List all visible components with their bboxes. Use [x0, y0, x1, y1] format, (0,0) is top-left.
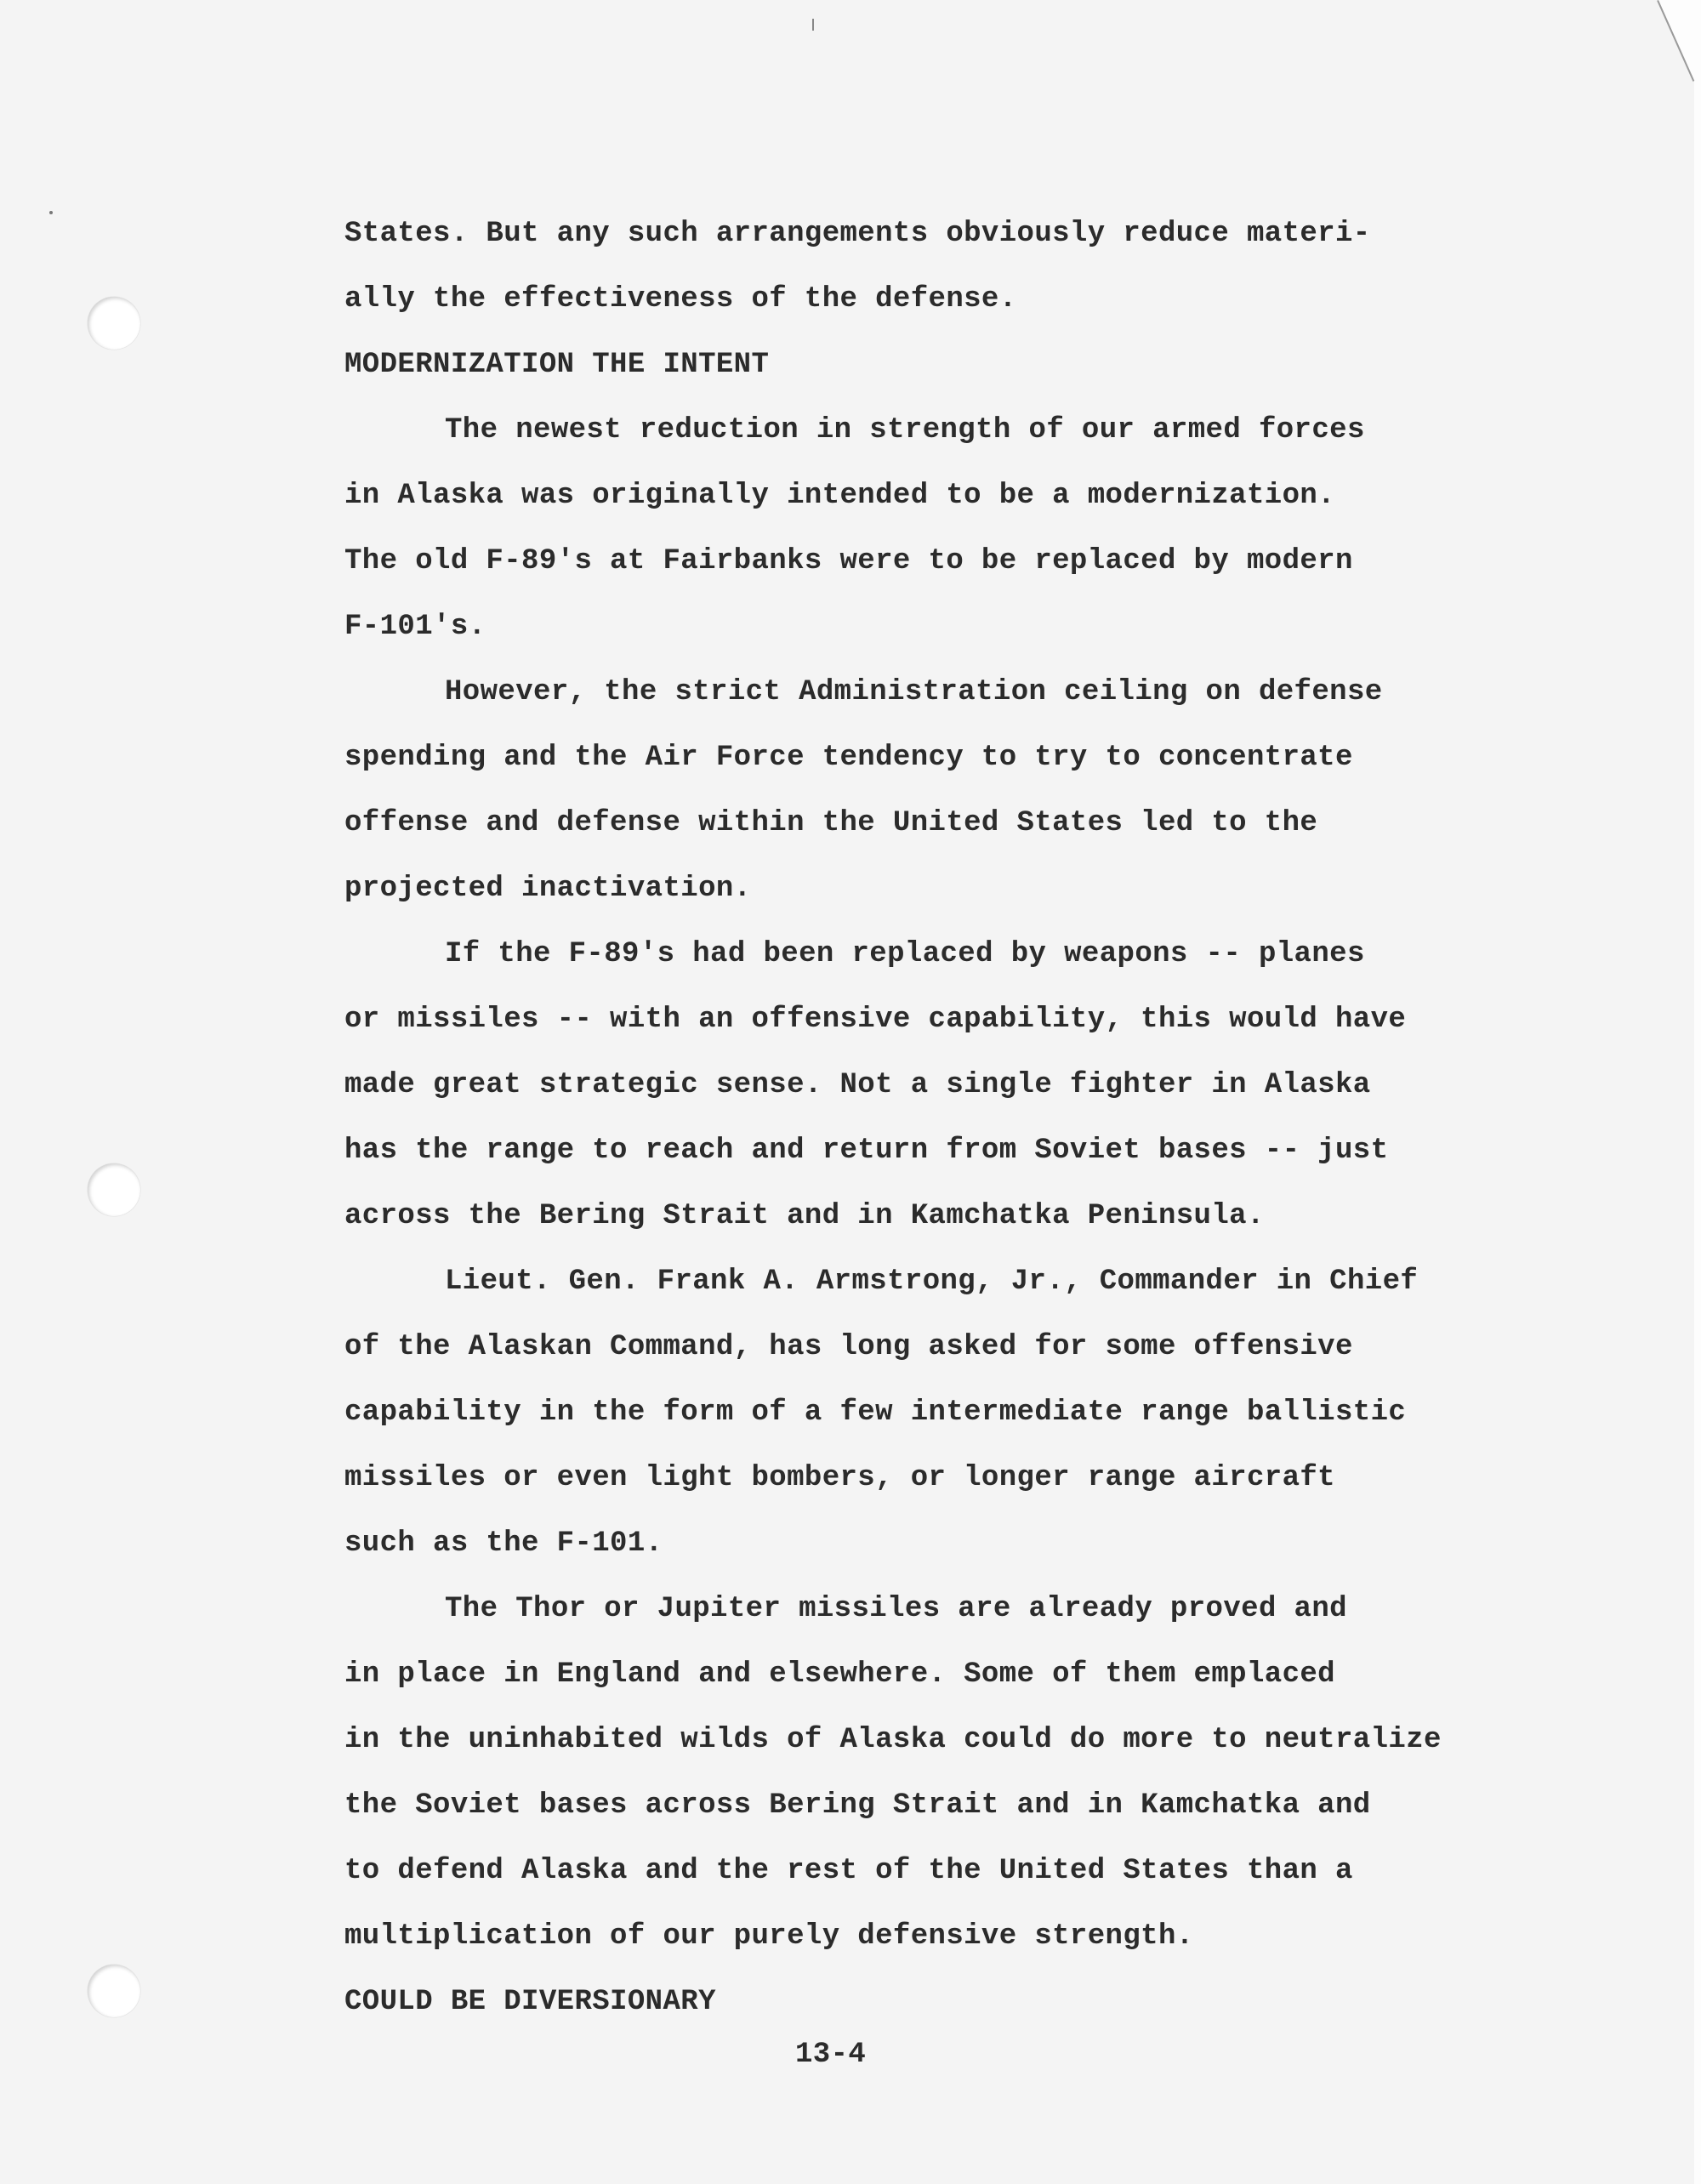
text-line: the Soviet bases across Bering Strait and in Kamchatka and	[344, 1789, 1371, 1822]
text-line: If the F-89's had been replaced by weapons -- planes	[445, 938, 1365, 970]
text-line: The Thor or Jupiter missiles are already proved and	[445, 1593, 1347, 1625]
text-line: across the Bering Strait and in Kamchatka Peninsula.	[344, 1200, 1265, 1232]
text-line: in the uninhabited wilds of Alaska could do more to neutralize	[344, 1724, 1442, 1756]
text-line: The newest reduction in strength of our armed forces	[445, 414, 1365, 446]
top-mark	[812, 19, 814, 31]
text-line: States. But any such arrangements obviously reduce materi-	[344, 218, 1371, 250]
stray-mark	[49, 211, 53, 214]
text-line: projected inactivation.	[344, 873, 752, 905]
text-line: or missiles -- with an offensive capability, this would have	[344, 1004, 1407, 1036]
page-number: 13-4	[795, 2039, 867, 2071]
text-line: spending and the Air Force tendency to try to concentrate	[344, 742, 1353, 774]
text-line: Lieut. Gen. Frank A. Armstrong, Jr., Commander in Chief	[445, 1265, 1419, 1298]
text-line: such as the F-101.	[344, 1527, 663, 1560]
text-line: in place in England and elsewhere. Some of them emplaced	[344, 1658, 1335, 1691]
punch-hole-middle	[88, 1163, 140, 1216]
text-line: ally the effectiveness of the defense.	[344, 283, 1017, 316]
section-heading: COULD BE DIVERSIONARY	[344, 1986, 716, 2018]
text-line: to defend Alaska and the rest of the United States than a	[344, 1855, 1353, 1887]
text-line: The old F-89's at Fairbanks were to be replaced by modern	[344, 545, 1353, 577]
punch-hole-bottom	[88, 1965, 140, 2017]
text-line: missiles or even light bombers, or longer range aircraft	[344, 1462, 1335, 1494]
text-line: has the range to reach and return from Soviet bases -- just	[344, 1135, 1389, 1167]
text-line: in Alaska was originally intended to be a modernization.	[344, 480, 1335, 512]
text-line: capability in the form of a few intermediate range ballistic	[344, 1396, 1407, 1429]
text-line: F-101's.	[344, 611, 486, 643]
text-line: multiplication of our purely defensive strength.	[344, 1920, 1194, 1953]
text-line: made great strategic sense. Not a single fighter in Alaska	[344, 1069, 1371, 1101]
punch-hole-top	[88, 297, 140, 350]
text-line: offense and defense within the United States led to the	[344, 807, 1318, 839]
section-heading: MODERNIZATION THE INTENT	[344, 349, 770, 381]
text-line: However, the strict Administration ceiling on defense	[445, 676, 1383, 708]
text-line: of the Alaskan Command, has long asked for some offensive	[344, 1331, 1353, 1363]
